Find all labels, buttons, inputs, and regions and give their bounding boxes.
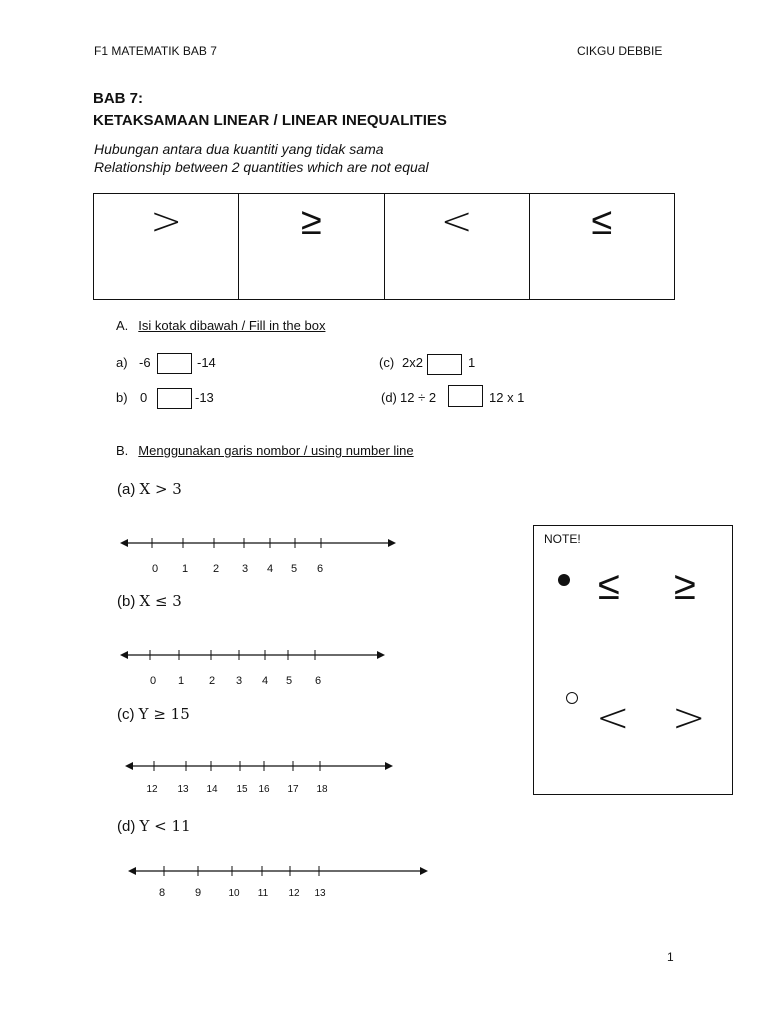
right-arrow-icon (420, 867, 428, 875)
item-c-label: (c) (379, 355, 395, 370)
item-a-label: a) (116, 355, 128, 370)
item-b-left: 0 (140, 390, 148, 405)
left-arrow-icon (128, 867, 136, 875)
tick-label: 14 (206, 784, 218, 795)
tick-label: 0 (151, 563, 159, 575)
question-c-expr: Y ≥ 15 (138, 705, 190, 723)
open-circle-icon (566, 692, 578, 704)
filled-circle-icon (558, 574, 570, 586)
question-d (117, 817, 191, 835)
tick-label: 16 (258, 784, 270, 795)
header-left: F1 MATEMATIK BAB 7 (94, 44, 217, 58)
tick-label: 1 (177, 675, 185, 687)
tick-label: 2 (208, 675, 216, 687)
question-b-expr: X ≤ 3 (139, 592, 182, 610)
question-b-label: (b) (117, 593, 136, 610)
note-box (533, 525, 733, 795)
tick-label: 5 (285, 675, 293, 687)
tick-label: 13 (314, 888, 326, 899)
note-greater-than-symbol: > (672, 695, 706, 741)
tick-label: 9 (194, 887, 202, 899)
tick-label: 0 (149, 675, 157, 687)
question-a (117, 480, 182, 498)
tick-label: 2 (212, 563, 220, 575)
answer-box-b[interactable] (157, 388, 192, 409)
question-c (117, 705, 190, 723)
right-arrow-icon (385, 762, 393, 770)
symbol-cell-less[interactable] (384, 194, 529, 300)
right-arrow-icon (377, 651, 385, 659)
answer-box-d[interactable] (448, 385, 483, 407)
tick-label: 6 (314, 675, 322, 687)
tick-label: 12 (288, 888, 300, 899)
question-b (117, 592, 182, 610)
subtitle-malay: Hubungan antara dua kuantiti yang tidak sama (94, 141, 384, 157)
left-arrow-icon (120, 651, 128, 659)
section-a-heading (116, 318, 325, 333)
tick-label: 1 (181, 563, 189, 575)
number-line-b[interactable] (115, 642, 405, 692)
item-a-left: -6 (139, 355, 151, 370)
tick-label: 6 (316, 563, 324, 575)
note-less-than-symbol: < (596, 695, 630, 741)
section-b-marker: B. (116, 443, 129, 458)
number-line-d[interactable] (123, 858, 433, 908)
question-a-expr: X > 3 (139, 480, 182, 498)
subtitle-english: Relationship between 2 quantities which are not equal (94, 159, 429, 175)
answer-box-c[interactable] (427, 354, 462, 375)
header-right: CIKGU DEBBIE (577, 44, 663, 58)
right-arrow-icon (388, 539, 396, 547)
tick-label: 5 (290, 563, 298, 575)
tick-label: 13 (177, 784, 189, 795)
tick-label: 17 (287, 784, 299, 795)
item-d-label: (d) (381, 390, 397, 405)
tick-label: 3 (235, 675, 243, 687)
symbol-cell-greater-equal[interactable] (239, 194, 384, 300)
question-a-label: (a) (117, 481, 136, 498)
note-title: NOTE! (544, 532, 581, 546)
less-than-symbol: < (440, 199, 473, 243)
item-d-right: 12 x 1 (489, 390, 525, 405)
answer-box-a[interactable] (157, 353, 192, 374)
item-c-left: 2x2 (402, 355, 423, 370)
note-greater-equal-symbol: ≥ (674, 563, 696, 609)
section-a-marker: A. (116, 318, 129, 333)
tick-label: 15 (236, 784, 248, 795)
left-arrow-icon (125, 762, 133, 770)
tick-label: 4 (261, 675, 269, 687)
page-number: 1 (667, 950, 674, 964)
number-line-c[interactable] (120, 753, 410, 803)
tick-label: 12 (146, 784, 158, 795)
symbol-table (93, 193, 675, 300)
topic-title: KETAKSAMAAN LINEAR / LINEAR INEQUALITIES (93, 112, 447, 129)
tick-label: 10 (228, 888, 240, 899)
section-b-title: Menggunakan garis nombor / using number line (138, 443, 414, 458)
section-a-title: Isi kotak dibawah / Fill in the box (138, 318, 326, 333)
note-less-equal-symbol: ≤ (598, 563, 620, 609)
symbol-cell-greater[interactable] (94, 194, 239, 300)
chapter-title: BAB 7: (93, 90, 144, 107)
item-b-right: -13 (195, 390, 214, 405)
tick-label: 8 (158, 887, 166, 899)
left-arrow-icon (120, 539, 128, 547)
question-d-expr: Y < 11 (139, 817, 191, 835)
item-c-right: 1 (468, 355, 476, 370)
question-c-label: (c) (117, 706, 135, 723)
symbol-cell-less-equal[interactable] (529, 194, 674, 300)
tick-label: 18 (316, 784, 328, 795)
tick-label: 11 (257, 888, 269, 899)
section-b-heading (116, 443, 414, 458)
number-line-a[interactable] (115, 530, 415, 580)
tick-label: 3 (241, 563, 249, 575)
item-b-label: b) (116, 390, 128, 405)
greater-than-symbol: > (150, 199, 183, 243)
question-d-label: (d) (117, 818, 136, 835)
tick-label: 4 (266, 563, 274, 575)
item-a-right: -14 (197, 355, 216, 370)
greater-equal-symbol: ≥ (300, 199, 322, 243)
item-d-left: 12 ÷ 2 (400, 390, 437, 405)
less-equal-symbol: ≤ (591, 199, 613, 243)
